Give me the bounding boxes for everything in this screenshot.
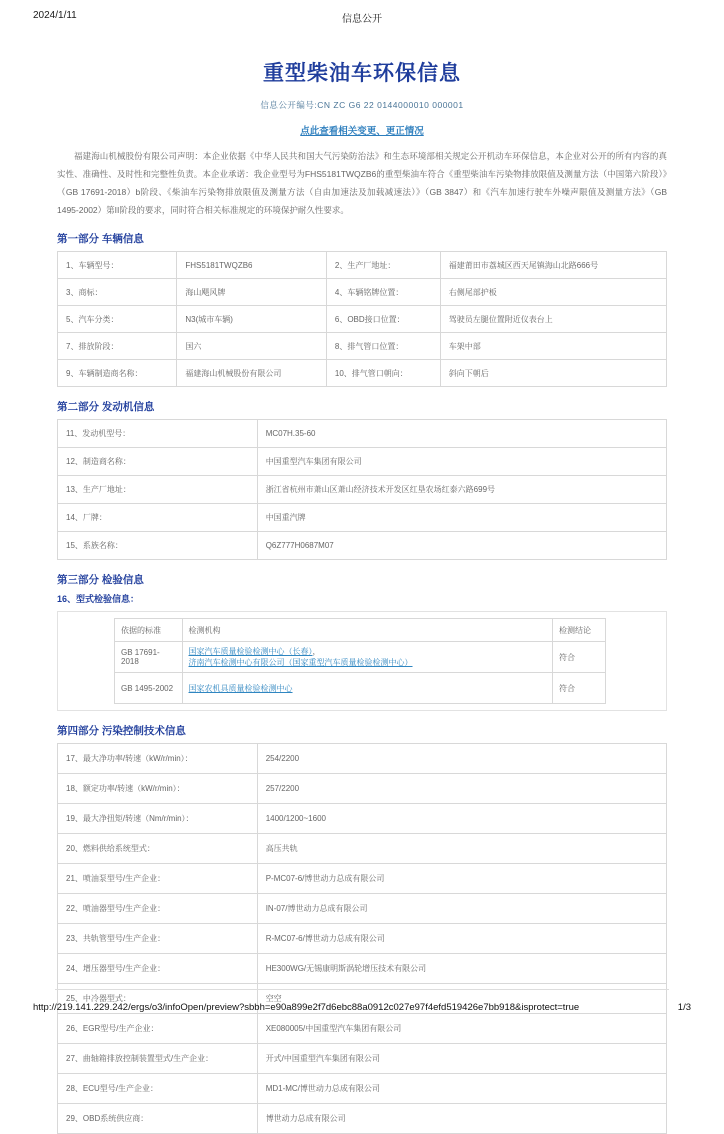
field-value: FHS5181TWQZB6 (177, 252, 327, 279)
table-row (58, 306, 667, 333)
field-label: 23、共轨管型号/生产企业： (58, 924, 258, 954)
column-header-agency: 检测机构 (182, 619, 552, 642)
table-row (58, 804, 667, 834)
standard-cell: GB 1495-2002 (115, 673, 183, 704)
field-label: 29、OBD系统供应商： (58, 1104, 258, 1134)
field-value: 国六 (177, 333, 327, 360)
inspection-table (114, 618, 606, 704)
table-header-row (115, 619, 606, 642)
field-label: 8、排气管口位置： (326, 333, 440, 360)
field-value: 浙江省杭州市萧山区萧山经济技术开发区红垦农场红泰六路699号 (257, 476, 666, 504)
field-value: 驾驶员左腿位置附近仪表台上 (440, 306, 666, 333)
field-value: 福建莆田市荔城区西天尾镇海山北路666号 (440, 252, 666, 279)
print-date: 2024/1/11 (33, 10, 77, 21)
table-row (115, 642, 606, 673)
field-value: 福建海山机械股份有限公司 (177, 360, 327, 387)
field-value: MC07H.35-60 (257, 420, 666, 448)
page-number: 1/3 (677, 1002, 691, 1013)
field-value: 257/2200 (257, 774, 666, 804)
column-header-result: 检测结论 (553, 619, 606, 642)
section3-heading: 第三部分 检验信息 (57, 574, 144, 586)
print-header (0, 0, 724, 25)
field-label: 21、喷油泵型号/生产企业： (58, 864, 258, 894)
change-link-line (57, 121, 667, 139)
declaration-paragraph: 福建海山机械股份有限公司声明：本企业依据《中华人民共和国大气污染防治法》和生态环境部相关规定公开机动车环保信息，本企业对公开的所有内容的真实性、准确性、及时性和完整性负责。本企业承诺：我企业型号为FHS5181TWQZB6的重型柴油车符合《重型柴油车污染物排放限值及测量方法（中国第六阶段）》（GB 17691-2018）b阶段、《柴油车污染物排放限值及测量方法（自由加速法及加载减速法）》（GB 3847）和《汽车加速行驶车外噪声限值及测量方法》（GB 1495-2002）第II阶段的要求，同时符合相关标准规定的环境保护耐久性要求。 (57, 151, 667, 215)
table-row (58, 279, 667, 306)
table-row (58, 532, 667, 560)
inspection-table-wrapper (57, 611, 667, 711)
pollution-control-table (57, 743, 667, 1134)
field-value: 高压共轨 (257, 834, 666, 864)
section2-heading: 第二部分 发动机信息 (57, 401, 155, 413)
field-label: 17、最大净功率/转速（kW/r/min）： (58, 744, 258, 774)
field-value: N3(城市车辆) (177, 306, 327, 333)
agency-separator: ， (312, 647, 321, 656)
agency-link[interactable]: 国家农机具质量检验检测中心 (188, 683, 293, 693)
field-label: 10、排气管口朝向： (326, 360, 440, 387)
field-label: 15、系族名称： (58, 532, 258, 560)
field-value: 斜向下朝后 (440, 360, 666, 387)
table-row (58, 476, 667, 504)
table-row (58, 252, 667, 279)
footer-url: http://219.141.229.242/ergs/o3/infoOpen/preview?sbbh=e90a899e2f7d6ebc88a0912c027e97f4efd519426e7bb918&isprotect=true (33, 1002, 580, 1013)
field-value: 空空 (257, 984, 666, 1014)
field-value: R-MC07-6/博世动力总成有限公司 (257, 924, 666, 954)
field-value: HE300WG/无锡康明斯涡轮增压技术有限公司 (257, 954, 666, 984)
field-label: 1、车辆型号： (58, 252, 177, 279)
field-label: 12、制造商名称： (58, 448, 258, 476)
footer-divider (55, 989, 669, 990)
table-row (58, 864, 667, 894)
field-label: 3、商标： (58, 279, 177, 306)
column-header-standard: 依据的标准 (115, 619, 183, 642)
print-footer (33, 1002, 691, 1013)
field-label: 4、车辆铭牌位置： (326, 279, 440, 306)
field-value: IN-07/博世动力总成有限公司 (257, 894, 666, 924)
result-cell: 符合 (553, 642, 606, 673)
field-value: 254/2200 (257, 744, 666, 774)
field-value: 开式/中国重型汽车集团有限公司 (257, 1044, 666, 1074)
table-row (58, 1044, 667, 1074)
field-label: 25、中冷器型式： (58, 984, 258, 1014)
field-label: 2、生产厂地址： (326, 252, 440, 279)
print-page-title: 信息公开 (342, 14, 382, 25)
field-label: 20、燃料供给系统型式： (58, 834, 258, 864)
field-label: 22、喷油器型号/生产企业： (58, 894, 258, 924)
section1-heading: 第一部分 车辆信息 (57, 233, 144, 245)
field-value: 1400/1200~1600 (257, 804, 666, 834)
result-cell: 符合 (553, 673, 606, 704)
field-label: 7、排放阶段： (58, 333, 177, 360)
vehicle-info-table (57, 251, 667, 387)
field-label: 19、最大净扭矩/转速（Nm/r/min）： (58, 804, 258, 834)
page-title: 重型柴油车环保信息 (263, 62, 461, 85)
table-row (58, 1014, 667, 1044)
field-label: 14、厂牌： (58, 504, 258, 532)
type-inspection-label: 16、型式检验信息： (57, 594, 140, 604)
info-disclosure-code: 信息公开编号:CN ZC G6 22 0144000010 000001 (260, 100, 464, 110)
table-row (115, 673, 606, 704)
field-label: 6、OBD接口位置： (326, 306, 440, 333)
table-row (58, 774, 667, 804)
field-label: 26、EGR型号/生产企业： (58, 1014, 258, 1044)
field-value: 中国重汽牌 (257, 504, 666, 532)
field-value: XE080005/中国重型汽车集团有限公司 (257, 1014, 666, 1044)
field-label: 5、汽车分类： (58, 306, 177, 333)
field-value: 中国重型汽车集团有限公司 (257, 448, 666, 476)
agency-cell (182, 673, 552, 704)
field-label: 18、额定功率/转速（kW/r/min）： (58, 774, 258, 804)
table-row (58, 894, 667, 924)
engine-info-table (57, 419, 667, 560)
field-value: Q6Z777H0687M07 (257, 532, 666, 560)
standard-cell: GB 17691-2018 (115, 642, 183, 673)
table-row (58, 1074, 667, 1104)
table-row (58, 1104, 667, 1134)
field-value: P-MC07-6/博世动力总成有限公司 (257, 864, 666, 894)
field-label: 27、曲轴箱排放控制装置型式/生产企业： (58, 1044, 258, 1074)
table-row (58, 333, 667, 360)
table-row (58, 954, 667, 984)
field-value: MD1-MC/博世动力总成有限公司 (257, 1074, 666, 1104)
field-label: 11、发动机型号： (58, 420, 258, 448)
field-value: 海山飓风牌 (177, 279, 327, 306)
table-row (58, 360, 667, 387)
agency-link[interactable]: 济南汽车检测中心有限公司（国家重型汽车质量检验检测中心） (188, 658, 413, 667)
document-content (57, 57, 667, 1134)
view-changes-link[interactable]: 点此查看相关变更、更正情况 (300, 126, 424, 137)
agency-link[interactable]: 国家汽车质量检验检测中心（长春） (188, 647, 313, 656)
section4-heading: 第四部分 污染控制技术信息 (57, 725, 186, 737)
table-row (58, 448, 667, 476)
table-row (58, 924, 667, 954)
table-row (58, 744, 667, 774)
field-label: 24、增压器型号/生产企业： (58, 954, 258, 984)
field-label: 13、生产厂地址： (58, 476, 258, 504)
field-value: 博世动力总成有限公司 (257, 1104, 666, 1134)
field-value: 车架中部 (440, 333, 666, 360)
agency-cell (182, 642, 552, 673)
table-row (58, 834, 667, 864)
field-label: 28、ECU型号/生产企业： (58, 1074, 258, 1104)
table-row (58, 420, 667, 448)
field-value: 右侧尾部护板 (440, 279, 666, 306)
field-label: 9、车辆制造商名称： (58, 360, 177, 387)
table-row (58, 504, 667, 532)
